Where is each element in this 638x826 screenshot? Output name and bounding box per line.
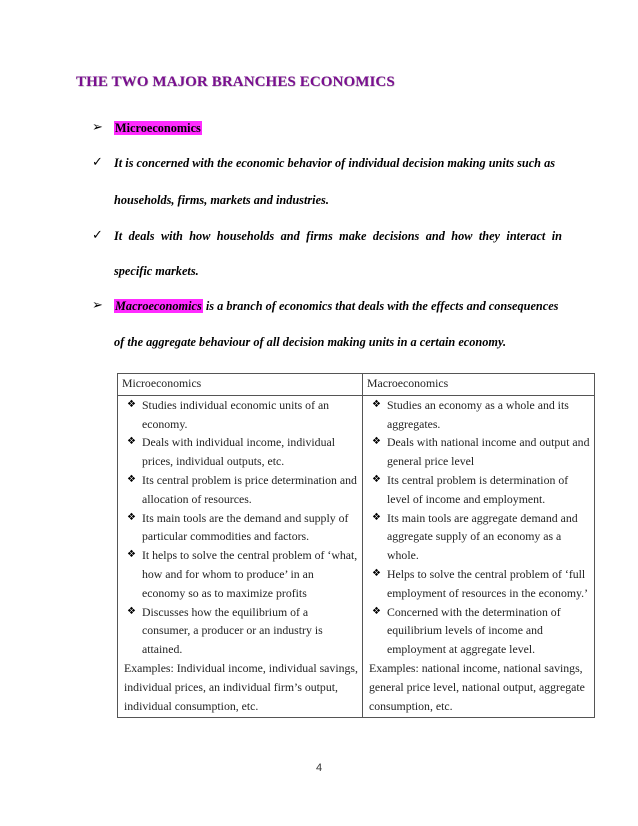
- checkmark-icon: ✓: [92, 155, 103, 170]
- table-header-macro: Macroeconomics: [363, 374, 595, 396]
- macro-item: [367, 471, 590, 509]
- arrow-bullet-icon: ➢: [92, 120, 103, 135]
- micro-item-text: It helps to solve the central problem of ‘what, how and for whom to produce’ in an economy so as to maximize profits: [142, 548, 358, 600]
- diamond-bullet-icon: ❖: [372, 511, 381, 523]
- micro-item-text: Studies individual economic units of an economy.: [142, 397, 330, 431]
- diamond-bullet-icon: ❖: [127, 398, 136, 410]
- macro-item-text: Studies an economy as a whole and its aggregates.: [387, 397, 569, 431]
- macro-item-text: Deals with national income and output and general price level: [387, 435, 590, 469]
- diamond-bullet-icon: ❖: [127, 549, 136, 561]
- micro-list: [122, 396, 358, 659]
- macro-item-text: Its main tools are aggregate demand and aggregate supply of an economy as a whole.: [387, 510, 578, 563]
- micro-item: [122, 546, 358, 602]
- macro-item: [367, 433, 590, 471]
- page-title: THE TWO MAJOR BRANCHES ECONOMICS: [76, 74, 395, 90]
- comparison-table: [117, 373, 595, 718]
- diamond-bullet-icon: ❖: [127, 436, 136, 448]
- macro-item: [367, 396, 590, 434]
- micro-item-text: Discusses how the equilibrium of a consumer, a producer or an industry is attained.: [142, 604, 323, 657]
- table-body-row: [118, 395, 595, 718]
- diamond-bullet-icon: ❖: [127, 473, 136, 485]
- macro-item-text: Helps to solve the central problem of ‘full employment of resources in the economy.’: [387, 566, 589, 600]
- micro-point-2-line2: specific markets.: [114, 264, 199, 278]
- page-number: 4: [315, 762, 323, 774]
- micro-item: [122, 396, 358, 434]
- checkmark-icon: ✓: [92, 228, 103, 243]
- micro-heading: Microeconomics: [115, 121, 201, 135]
- macro-list: [367, 396, 590, 659]
- micro-point-1-line1: It is concerned with the economic behavior of individual decision making units such as: [114, 156, 556, 170]
- macro-text-line2: of the aggregate behaviour of all decision making units in a certain economy.: [114, 335, 507, 349]
- diamond-bullet-icon: ❖: [372, 473, 381, 485]
- micro-item: [122, 433, 358, 471]
- micro-point-2-line1: It deals with how households and firms make decisions and how they interact in: [114, 229, 562, 243]
- micro-point-1-line2: households, firms, markets and industries.: [114, 193, 329, 207]
- diamond-bullet-icon: ❖: [127, 605, 136, 617]
- macro-item-text: Its central problem is determination of level of income and employment.: [387, 472, 569, 506]
- table-header-row: [118, 374, 595, 396]
- macro-heading: Macroeconomics: [115, 299, 202, 313]
- macro-item: [367, 565, 590, 603]
- micro-item-text: Its central problem is price determination and allocation of resources.: [142, 472, 357, 506]
- micro-item-text: Deals with individual income, individual prices, individual outputs, etc.: [142, 435, 335, 469]
- table-header-micro: Microeconomics: [118, 374, 363, 396]
- diamond-bullet-icon: ❖: [372, 436, 381, 448]
- micro-item-text: Its main tools are the demand and supply of particular commodities and factors.: [142, 510, 349, 544]
- micro-examples: Examples: Individual income, individual savings, individual prices, an individual firm’s output, individual consumption, etc.: [124, 660, 358, 713]
- diamond-bullet-icon: ❖: [372, 567, 381, 579]
- arrow-bullet-icon: ➢: [92, 298, 103, 313]
- macro-item-text: Concerned with the determination of equilibrium levels of income and employment at aggregate level.: [387, 604, 561, 657]
- micro-item: [122, 509, 358, 547]
- micro-item: [122, 471, 358, 509]
- diamond-bullet-icon: ❖: [372, 605, 381, 617]
- macro-text-line1: is a branch of economics that deals with the effects and consequences: [202, 299, 559, 313]
- micro-item: [122, 603, 358, 659]
- micro-column: [118, 395, 363, 718]
- macro-column: [363, 395, 595, 718]
- macro-examples: Examples: national income, national savings, general price level, national output, aggregate consumption, etc.: [369, 660, 585, 713]
- diamond-bullet-icon: ❖: [127, 511, 136, 523]
- diamond-bullet-icon: ❖: [372, 398, 381, 410]
- macro-item: [367, 603, 590, 659]
- macro-item: [367, 509, 590, 565]
